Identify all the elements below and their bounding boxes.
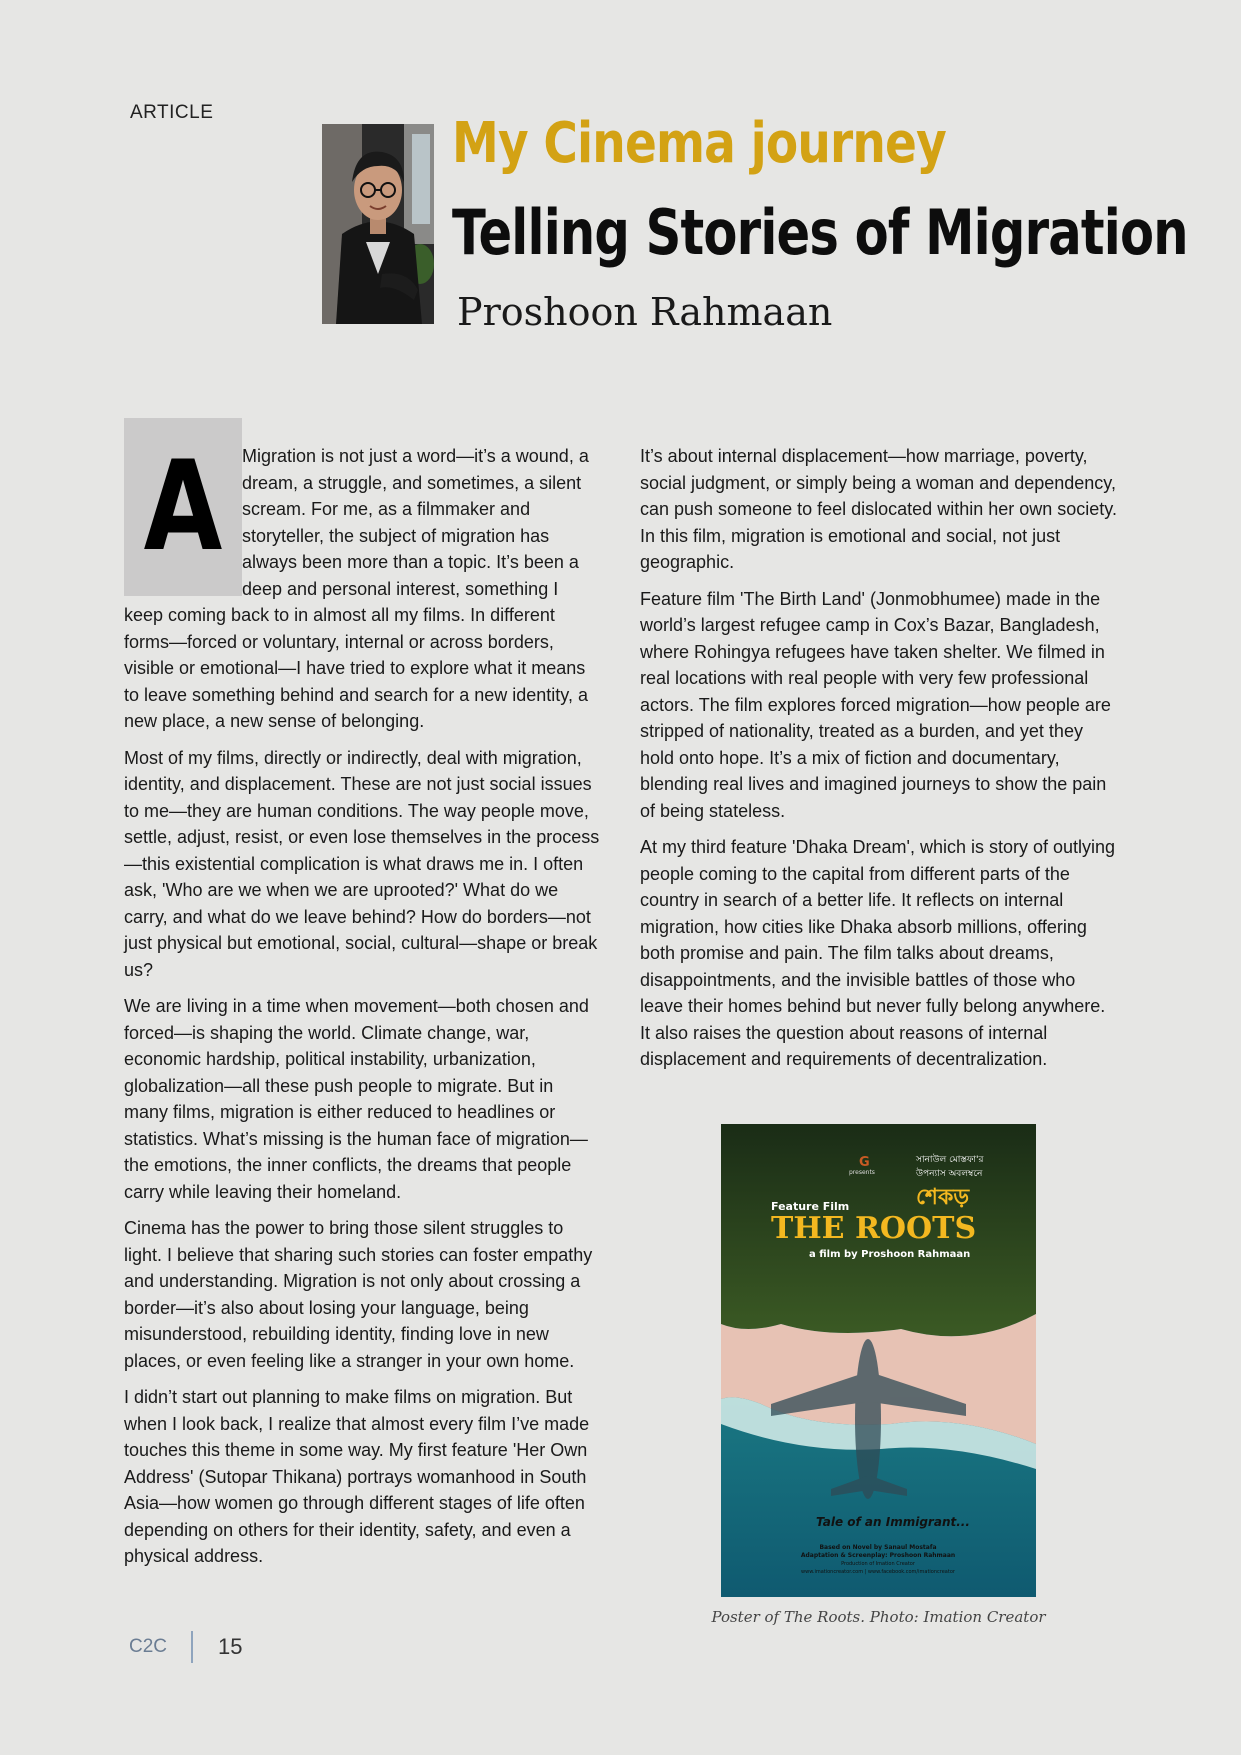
poster-bangla-line-1: সানাউল মোস্তফা'র	[916, 1155, 984, 1165]
article-paragraph: We are living in a time when movement—both chosen and forced—is shaping the world. Climate change, war, economic hardship, political instability, urbanization, globalization—all these push people to migrate. But in many films, migration is either reduced to headlines or statistics. What’s missing is the human face of migration—the emotions, the inner conflicts, the dreams that people carry while leaving their homeland.	[124, 996, 589, 1202]
article-paragraph: It’s about internal displacement—how marriage, poverty, social judgment, or simply being a woman and dependency, can push someone to feel dislocated within her own society. In this film, migration is emotional and social, not just geographic.	[640, 446, 1117, 572]
page-number: 15	[218, 1634, 243, 1659]
poster-tagline: Tale of an Immigrant...	[816, 1515, 970, 1529]
footer-divider	[191, 1631, 193, 1663]
poster-byline: a film by Proshoon Rahmaan	[809, 1249, 971, 1260]
poster-bangla-line-2: উপন্যাস অবলম্বনে	[916, 1169, 983, 1179]
article-paragraph: At my third feature 'Dhaka Dream', which is story of outlying people coming to the capital from different parts of the country in search of a better life. It reflects on internal migration, how cities like Dhaka absorb millions, offering both promise and pain. The film talks about dreams, disappointments, and the invisible battles of those who leave their homes behind but never fully belong anywhere. It also raises the question about reasons of internal displacement and requirements of decentralization.	[640, 837, 1116, 1069]
svg-text:G: G	[859, 1155, 870, 1170]
article-paragraph: Feature film 'The Birth Land' (Jonmobhumee) made in the world’s largest refugee camp in Cox’s Bazar, Bangladesh, where Rohingya refugees have taken shelter. We filmed in real locations with real people with very few professional actors. The film explores forced migration—how people are stripped of nationality, treated as a burden, and yet they hold onto hope. It’s a mix of fiction and documentary, blending real lives and imagined journeys to show the pain of being stateless.	[640, 588, 1111, 821]
poster-presents: presents	[849, 1169, 875, 1176]
author-photo	[322, 124, 434, 324]
article-title: My Cinema journey	[452, 111, 946, 176]
article-subtitle: Telling Stories of Migration	[452, 196, 1188, 269]
movie-poster	[721, 1124, 1036, 1597]
article-column-left	[124, 435, 600, 1580]
dropcap: A	[124, 418, 242, 596]
article-paragraph: Most of my films, directly or indirectly, deal with migration, identity, and displacement. These are not just social issues to me—they are human conditions. The way people move, settle, adjust, resist, or even lose themselves in the process—this existential complication is what draws me in. I often ask, 'Who are we when we are uprooted?' What do we carry, and what do we leave behind? How do borders—not just physical but emotional, social, cultural—shape or break us?	[124, 747, 600, 980]
poster-caption: Poster of The Roots. Photo: Imation Creator	[711, 1608, 1046, 1626]
article-paragraph: A Migration is not just a word—it’s a wound, a dream, a struggle, and sometimes, a silent scream. For me, as a filmmaker and storyteller, the subject of migration has always been more than a topic. It’s been a deep and personal interest, something I keep coming back to in almost all my films. In different forms—forced or voluntary, internal or across borders, visible or emotional—I have tried to explore what it means to leave something behind and search for a new identity, a new place, a new sense of belonging.	[124, 443, 600, 735]
poster-label: Feature Film	[771, 1200, 850, 1213]
poster-credit: Based on Novel by Sanaul Mostafa	[819, 1544, 937, 1551]
article-column-right	[640, 443, 1120, 1083]
section-label: ARTICLE	[130, 102, 214, 123]
poster-credit: www.imationcreator.com | www.facebook.com/imationcreator	[801, 1569, 955, 1575]
poster-credit: Adaptation & Screenplay: Proshoon Rahmaan	[800, 1552, 956, 1559]
author-name: Proshoon Rahmaan	[457, 290, 833, 334]
poster-credit: Production of Imation Creator	[841, 1561, 915, 1567]
magazine-name: C2C	[129, 1636, 168, 1657]
poster-bangla-title: শেকড়	[916, 1185, 970, 1210]
article-paragraph: I didn’t start out planning to make films on migration. But when I look back, I realize that almost every film I’ve made touches this theme in some way. My first feature 'Her Own Address' (Sutopar Thikana) portrays womanhood in South Asia—how women go through different stages of life often depending on others for their identity, safety, and even a physical address.	[124, 1387, 590, 1566]
poster-title: THE ROOTS	[771, 1211, 977, 1246]
article-paragraph: Cinema has the power to bring those silent struggles to light. I believe that sharing such stories can foster empathy and understanding. Migration is not only about crossing a border—it’s also about losing your language, being misunderstood, rebuilding identity, finding love in new places, or even feeling like a stranger in your own home.	[124, 1218, 593, 1371]
